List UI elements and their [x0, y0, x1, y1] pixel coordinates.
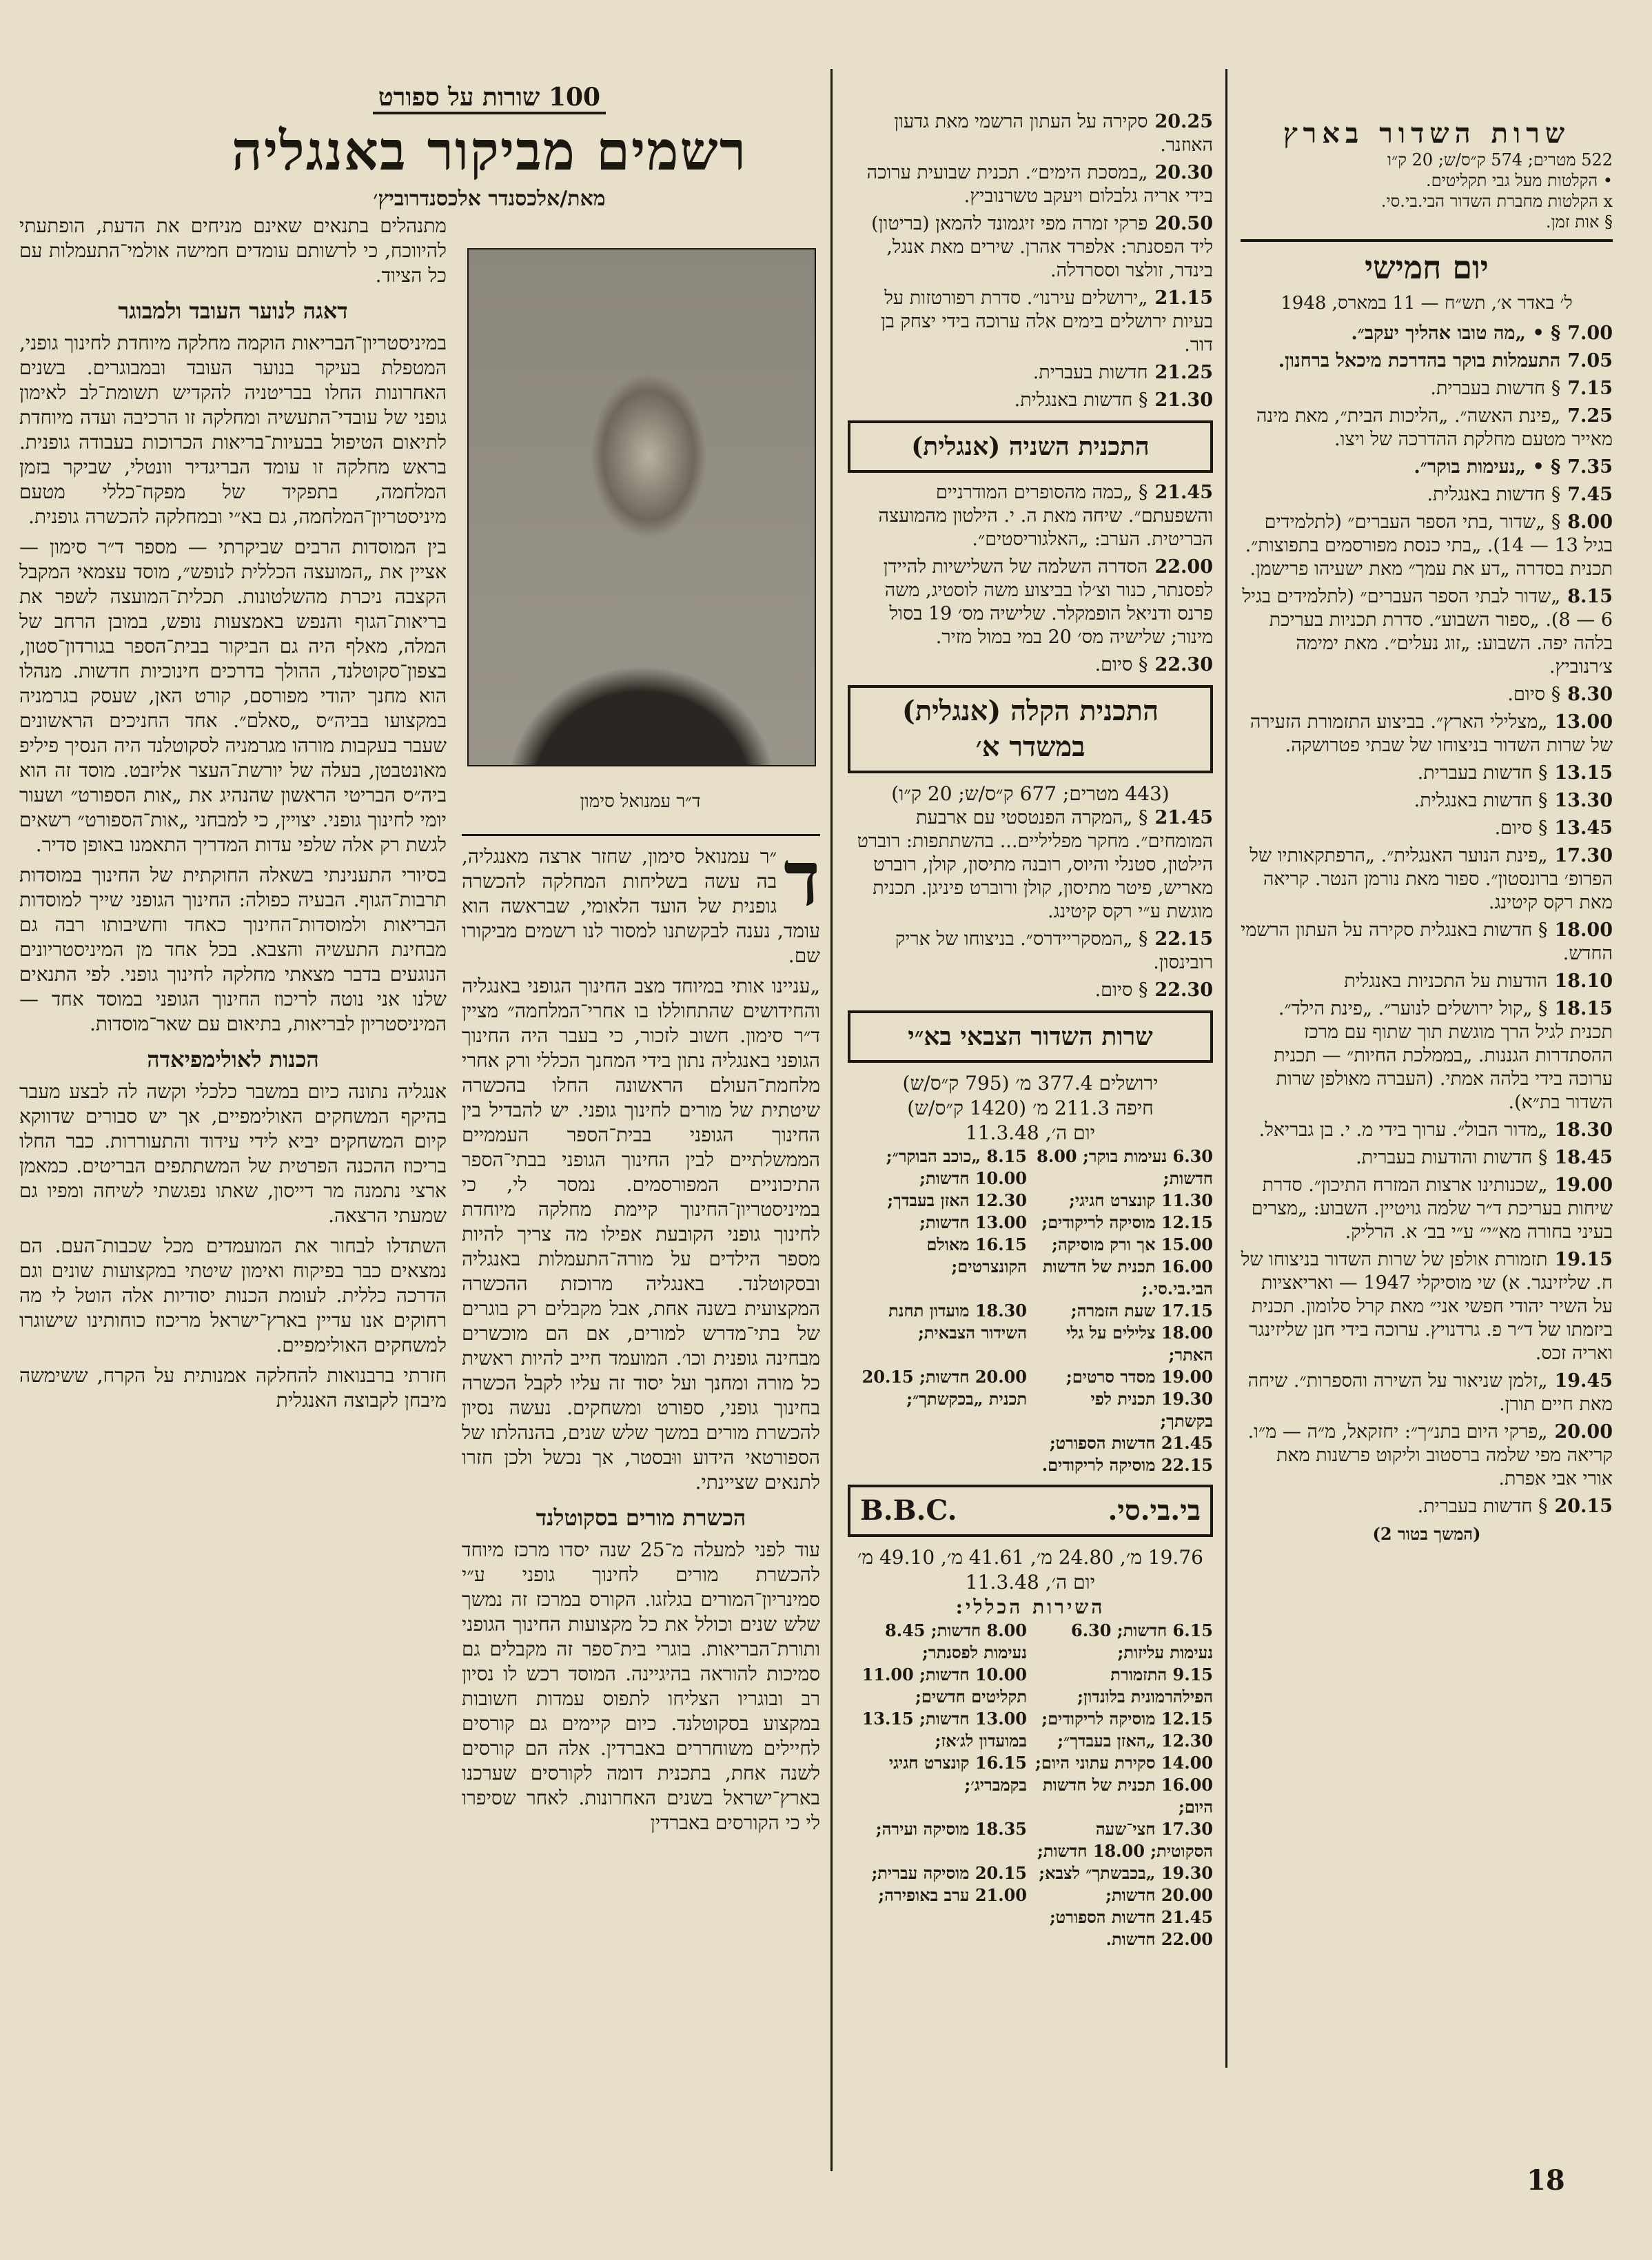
continued-note: (המשך בטור 2): [1372, 1524, 1481, 1544]
article-intro: מתנהלים בתנאים שאינם מניחים את הדעת, הופתעתי להיווכח, כי לרשותם עומדים חמישה אולמי־התעמלות עם כל הציוד.: [19, 214, 447, 287]
program-item: 7.25„פינת האשה״. „הליכות הבית״, מאת מינה מאייר מטעם מחלקת ההדרכה של ויצו.: [1256, 405, 1613, 450]
program-item: 18.30„מדור הבול״. ערוך בידי מ. י. בן גבריאל.: [1258, 1119, 1613, 1141]
bbc-day: יום ה׳, 11.3.48: [965, 1571, 1096, 1594]
listing-column-right: [1241, 117, 1613, 1545]
bbc-freq: 19.76 מ׳, 24.80 מ׳, 41.61 מ׳, 49.10 מ׳: [857, 1546, 1203, 1569]
mid-para-1: ״ר עמנואל סימון, שחזר ארצה מאנגליה, בה עשה בשליחות המחלקה להכשרה גופנית של הועד הלאומי, שבראשה הוא עומד, נענה לבקשתנו למסור לנו רשמים מביקורו שם.: [462, 845, 820, 967]
program-item: 21.25חדשות בעברית.: [1032, 362, 1213, 383]
program-item: 19.15תזמורת אולפן של שרות השדור בניצוחו של ח. שליזינגר. א) שי מוסיקלי 1947 — ואריאציות על השיר יהודי חפשי אני״ מאת קרל סלומון. תכנית ביזמתו של ד״ר פ. גרדנויץ. ערוכה בידי חנן שליזינגר ואריה זכס.: [1241, 1249, 1613, 1364]
program-item: 7.45§ חדשות באנגלית.: [1427, 484, 1613, 505]
program-item: 21.30§ חדשות באנגלית.: [1014, 389, 1213, 411]
program-item: 21.45§ „כמה מהסופרים המודרניים והשפעתם״. שיחה מאת ה. י. הילטון מהמועצה הבריטית. הערב: „האלגוריסטים״.: [878, 482, 1213, 550]
mid-para-2: „עניינו אותי במיוחד מצב החינוך הגופני באנגליה והחידושים שהתחוללו בו אחרי־המלחמה״ מציין ד״ר סימון. חשוב לזכור, כי בעבר היה החינוך הגופני באנגליה נתון בידי המחנך הכללי ורק אחרי מלחמת־העולם הראשונה החלו בהכשרה שיטתית של מורים לחינוך גופני. יש להבדיל בין החינוך הגופני בבית־הספר העממיים הממשלתיים לבין החינוך הגופני בבתי־הספר התיכוניים המפורסמים. נמסר לי, כי במיניסטריון־החינוך קיימת מחלקה מיוחדת לחינוך גופני הקובעת אפילו מה צריך להיות מספר הילדים על מורה־התעמלות באנגליה ובסקוטלנד. באנגליה מרוכזת ההכשרה המקצועית בשנה אחת, אבל מקבלים רק בוגרים של בתי־מדרש למורים, אם הם מוכשרים מבחינה גופנית וכו׳. המועמד חייב להיות ראשית כל מורה ומחנך ועל יסוד זה עליו לקבל הכשרה בחינוך גופני, ספורט ומשחקים. נעשה נסיון להכשרת מורים במשך שלש שנים, בהנהלתו של הספורטאי הידוע ווּבסטר, אך נכשל ולכן חזרו לתנאים שציינתי.: [462, 975, 820, 1494]
divider: [462, 834, 820, 836]
section-box-army-service: שרות השדור הצבאי בא״י: [848, 1010, 1213, 1063]
bbc-title: בי.בי.סי.: [1108, 1494, 1201, 1527]
section-box-bbc: [848, 1485, 1213, 1537]
column-divider: [830, 69, 833, 2171]
program-item: 8.15„שדור לבתי הספר העברים״ (לתלמידים בגיל 6 — 8). „ספור השבוע״. סדרת תכניות בעריכת בלהה יפה. השבוע: „זוג נעלים״. מאת ימימה צ׳רנוביץ.: [1242, 586, 1613, 678]
program-item: 13.45§ סיום.: [1494, 817, 1613, 839]
program-item: 7.15§ חדשות בעברית.: [1430, 378, 1613, 399]
program-item: 18.00§ חדשות באנגלית סקירה על העתון הרשמי החדש.: [1241, 919, 1613, 964]
article-para-1: במיניסטריון־הבריאות הוקמה מחלקה מיוחדת לחינוך גופני, המטפלת בעיקר בנוער העובד ובמבוגרים. בשנים האחרונות החלו בבריטניה להקדיש תשומת־לב לאימון גופני של עובדי־התעשיה ומחלקה זו הרכיבה ועדה מיוחדת לתיאום הטיפול בבעיות־בריאות הכרוכות בעבודה גופנית. בראש מחלקה זו עומד הבריגדיר וונטלי, שביקר בזמן המלחמה, בתפקיד של מפקח־כללי מטעם מיניסטריון־המלחמה, גם בא״י ובמחלקה להכשרה גופנית.: [19, 332, 447, 528]
article-text-column: [19, 214, 447, 1418]
article-para-4: אנגליה נתונה כיום במשבר כלכלי וקשה לה לבצע מעבר בהיקף המשחקים האולימפיים, אך יש סבורים שדווקא קיום המשחקים יביא לידי עידוד והתעוררות. כבר החלו בריכוז ההכנה הפרטית של המשתתפים הבריטים. כמאמן ארצי נתמנה מר דייסון, שאתו נפגשתי לשיחה ומפיו גם שמעתי הרצאה.: [19, 1080, 447, 1227]
service-line: • הקלטות מעל גבי תקליטים.: [1425, 171, 1613, 190]
drop-cap: ד: [784, 844, 820, 923]
section-box-light-program: התכנית הקלה (אנגלית) במשדר א׳: [848, 685, 1213, 773]
divider: [1241, 239, 1613, 242]
bbc-schedule-grid: 6.15 חדשות; 6.30 נעימות עליזות; 8.00 חדשות; 8.45 נעימות לפסנתר; 9.15 התזמורת הפילהרמונית בלונדון; 10.00 חדשות; 11.00 תקליטים חדשים; 12.15 מוסיקה לריקודים; 12.30 „האזן בעבדך״; 13.00 חדשות; 13.15 במועדון לג׳אז; 14.00 סקירת עתוני היום; 16.00 תכנית של חדשות היום; 16.15 קונצרט חגיגי בקמבריג׳; 17.30 חצי־שעה הסקוטית; 18.00 חדשות; 18.35 מוסיקה ועירה; 19.30 „בכבשתך״ לצבא; 20.00 חדשות; 20.15 מוסיקה עברית; 21.00 ערב באופירה; 21.45 חדשות הספורט; 22.00 חדשות.: [861, 1620, 1213, 1949]
program-item: 17.30„פינת הנוער האנגלית״. „הרפתקאותיו של הפרופ׳ ברונסטון״. ספור מאת נורמן הנטר. קריאה מאת רקס קיטינג.: [1250, 845, 1613, 913]
program-item: 7.35§ • „נעימות בוקר״.: [1414, 456, 1613, 478]
program-item: 8.30§ סיום.: [1507, 684, 1613, 705]
army-freq-2: חיפה 211.3 מ׳ (1420 ק״ס/ש): [907, 1097, 1154, 1119]
article-subhead-1: דאגה לנוער העובד ולמבוגר: [118, 298, 348, 324]
article-kicker: 100 שורות על ספורט: [373, 83, 606, 114]
article-subhead-2: הכנות לאולימפיאדה: [147, 1046, 319, 1072]
program-item: 22.30§ סיום.: [1094, 654, 1213, 675]
mid-subhead: הכשרת מורים בסקוטלנד: [536, 1505, 746, 1531]
article-para-5: השתדלו לבחור את המועמדים מכל שכבות־העם. הם נמצאים כבר בפיקוח ואימון שיטתי במקצועות שונים וגם הדרכה כללית. לעומת הכנות יסודיות אלה הוטל לי מה רחוקים אנו עדיין בארץ־ישראל מריכוז כוחותינו שישוגרו למשחקים האולימפיים.: [19, 1234, 447, 1356]
mid-para-3: עוד לפני למעלה מ־25 שנה יסדו מרכז מיוחד להכשרת מורים לחינוך גופני ע״י סמינריון־המורים בגלזגו. הקורס במרכז זה נמשך שלש שנים וכולל את כל מקצועות החינוך הגופני ותורת־הבריאות. בוגרי בית־ספר זה מקבלים גם סמיכות להוראה בהיגיינה. המוסד רכש לו נסיון רב ובוגריו הצליחו לתפוס עמדות חשובות במקצוע בסקוטלנד. כיום קיימים גם קורסים לחיילים משוחררים באברדין. אלה הם קורסים לשנה אחת, בתכנית דומה לקורסים שערכנו בארץ־ישראל בשנים האחרונות. לאחר שסיפרו לי כי הקורסים באברדין: [462, 1538, 820, 1834]
right-items: [1241, 322, 1613, 1518]
program-item: 18.45§ חדשות והודעות בעברית.: [1356, 1147, 1613, 1168]
article-header: [152, 83, 827, 211]
page-number: 18: [1527, 2164, 1565, 2197]
center-items-b: [848, 481, 1213, 677]
column-divider: [1225, 69, 1227, 2068]
program-item: 19.45„זלמן שניאור על השירה והספרות״. שיחה מאת חיים תורן.: [1247, 1370, 1613, 1415]
service-title: שרות השדור בארץ: [1283, 117, 1571, 150]
program-item: 18.15§ „קול ירושלים לנוער״. „פינת הילד״. תכנית לגיל הרך מוגשת תוך שתוף עם מרכז ההסתדרות הגננות. „בממלכת החיות״ — תכנית ערוכה בידי בלהה אמתי. (העברה מאולפן שרות השדור בת״א).: [1274, 998, 1613, 1113]
bbc-latin: B.B.C.: [860, 1494, 957, 1527]
program-item: 13.00„מצלילי הארץ״. בביצוע התזמורת הזעירה של שרות השדור בניצוחו של שבתי פטרושקה.: [1250, 711, 1613, 756]
article-para-2: בין המוסדות הרבים שביקרתי — מספר ד״ר סימון — אציין את „המועצה הכללית לנופש״, מוסד עצמאי המקבל הקצבה ניכרת מהשלטונות. תכלית־המועצה לשפר את בריאות־הגוף והנפש באמצעות נופש, במובן הרחב של המלה, מאלף היה גם הביקור בבית־הספר בגורדון־סטון, בצפון־סקוטלנד, ההולך בדרכים חינוכיות חדשות. מנהלו הוא מחנך יהודי מפורסם, קורט האן, שעסק בגרמניה במקצועו בביה״ס „סאלם״. אחד החניכים הראשונים שעבר בעקבות מורהו מגרמניה לסקוטלנד היה הנסיך פיליפ מאונטבטן, בעלה של יורשת־העצר אליזבט. מוסד זה הוא ביה״ס הבריטי הראשון שהנהיג את „אות הספורט״ ושעור יומי לחינוך גופני. יצויין, כי למבחני „אות־הספורט״ רשאים לגשת רק אלה שלפי עדות המדריך התאמנו באופן סדיר.: [19, 536, 447, 856]
program-item: 21.45§ „המקרה הפנטסטי עם ארבעת המומחים״. מחקר מפליליים... בהשתתפות: רוברט הילטון, סטנלי והיוס, רובנה מתיסון, קולן, רוברט מאריש, פיטר מתיסון, קולן ורוברט פיניגן. תכנית מוגשת ע״י רקס קיטינג.: [857, 807, 1213, 922]
light-program-freq: (443 מטרים; 677 ק״ס/ש; 20 ק״ו): [891, 782, 1170, 805]
program-item: 20.30„במסכת הימים״. תכנית שבועית ערוכה בידי אריה גלבלום ויעקב טשרנוביץ.: [866, 162, 1213, 207]
article-title: רשמים מביקור באנגליה: [231, 120, 748, 183]
bbc-sub: השירות הכללי:: [955, 1596, 1105, 1618]
listing-column-center: [848, 110, 1213, 1951]
program-item: 8.00§ „שדור ,בתי הספר העברים״ (לתלמידים בגיל 13 — 14). „בתי כנסת מפורסמים בתפוצות״. תכנית בסדרה „דע את עמך״ מאת ישעיהו פרישמן.: [1245, 511, 1613, 580]
program-item: 7.05התעמלות בוקר בהדרכת מיכאל ברחנון.: [1278, 350, 1613, 371]
program-item: 22.30§ סיום.: [1094, 979, 1213, 1001]
program-item: 18.10הודעות על התכניות באנגלית: [1344, 970, 1613, 992]
center-items-c: [848, 806, 1213, 1002]
program-item: 20.50פרקי זמרה מפי זיגמונד להמאן (בריטון) ליד הפסנתר: אלפרד אהרן. שירים מאת אנגל, בינדר, זולצר וססרדלה.: [871, 213, 1213, 281]
program-item: 20.25סקירה על העתון הרשמי מאת גדעון האוזנר.: [894, 111, 1213, 156]
program-item: 20.00„פרקי היום בתנ״ך״: יחזקאל, מ״ה — מ״ו. קריאה מפי שלמה ברסטוב וליקוט פרשנות מאת אורי אבי אפרת.: [1247, 1421, 1613, 1489]
service-line: § אות זמן.: [1545, 212, 1613, 232]
day-title: יום חמישי: [1365, 249, 1489, 286]
article-byline: מאת/אלכסנדר אלכסנדרוביץ׳: [373, 187, 606, 211]
center-items-a: [848, 110, 1213, 412]
service-line: 522 מטרים; 574 ק״ס/ש; 20 ק״ו: [1387, 150, 1613, 170]
photo-caption: ד״ר עמנואל סימון: [580, 791, 701, 812]
army-schedule-grid: 6.30 נעימות בוקר; 8.00 חדשות; 8.15 „כוכב הבוקר״; 10.00 חדשות; 11.30 קונצרט חגיגי; 12.15 מוסיקה לריקודים; 12.30 האזן בעבדך; 13.00 חדשות; 15.00 אך ורק מוסיקה; 16.00 תכנית של חדשות הבי.בי.סי.; 16.15 מאולם הקונצרטים; 17.15 שעת הזמרה; 18.00 צלילים על גלי האתר; 18.30 מועדון תחנת השידור הצבאית; 19.00 מסדר סרטים; 19.30 תכנית לפי בקשתך; 20.00 חדשות; 20.15 תכנית „בכקשתך״; 21.45 חדשות הספורט; 22.15 מוסיקה לריקודים.: [861, 1146, 1213, 1475]
portrait-photo: [467, 248, 816, 766]
day-date: ל׳ באדר א׳, תש״ח — 11 במארס, 1948: [1281, 293, 1573, 314]
program-item: 22.15§ „המסקריידרס״. בניצוחו של אריק רובינסון.: [895, 928, 1213, 973]
program-item: 13.15§ חדשות בעברית.: [1417, 762, 1613, 784]
program-item: 21.15„ירושלים עירנו״. סדרת רפורטזות על בעיות ירושלים בימים אלה ערוכה בידי יצחק בן דור.: [880, 287, 1213, 356]
service-line: x הקלטות מחברת השדור הבי.בי.סי.: [1380, 192, 1613, 211]
program-item: 7.00§ • „מה טובו אהליך יעקב״.: [1351, 323, 1613, 344]
program-item: 13.30§ חדשות באנגלית.: [1414, 790, 1613, 811]
program-item: 19.00„שכנותינו ארצות המזרח התיכון״. סדרת שיחות בעריכת ד״ר שלמה גויטיין. השבוע: „מצרים בעיני בחורה מא״י״ ע״י בב׳ א. הרליק.: [1251, 1174, 1613, 1243]
program-item: 22.00הסדרה השלמה של השלישיות להיידן לפסנתר, כנור וצ׳לו בביצוע משה לוסטיג, משה פרנס ודניאל הופמקלר. שלישיה מס׳ 19 בסול מינור; שלישיה מס׳ 20 במי במול מזיר.: [883, 556, 1213, 648]
program-item: 20.15§ חדשות בעברית.: [1417, 1496, 1613, 1517]
article-middle-column: [462, 844, 820, 1841]
army-day: יום ה׳, 11.3.48: [965, 1121, 1096, 1144]
army-freq-1: ירושלים 377.4 מ׳ (795 ק״ס/ש): [902, 1072, 1159, 1095]
article-para-6: חזרתי ברבנואות להחלקה אמנותית על הקרח, ששימשה מיבחן לקבוצה האנגלית: [19, 1364, 447, 1412]
article-para-3: בסיורי התענינתי בשאלה החוקתית של החינוך במוסדות תרבות־הגוף. הבעיה כפולה: החינוך הגופני שייך למוסדות הבריאות ולמוסדות־החינוך כאחד וחשיבותו רבה גם מבחינת התעשיה והצבא. בכל אחד מן המיניסטריונים הנוגעים בדבר מצאתי מחלקה לחינוך גופני. לפי התנאים שלנו אני נוטה לריכוז החינוך הגופני במוסד אחד — המיניסטריון לבריאות, בתיאום עם שאר־מוסדות.: [19, 864, 447, 1035]
section-box-second-program: התכנית השניה (אנגלית): [848, 420, 1213, 473]
